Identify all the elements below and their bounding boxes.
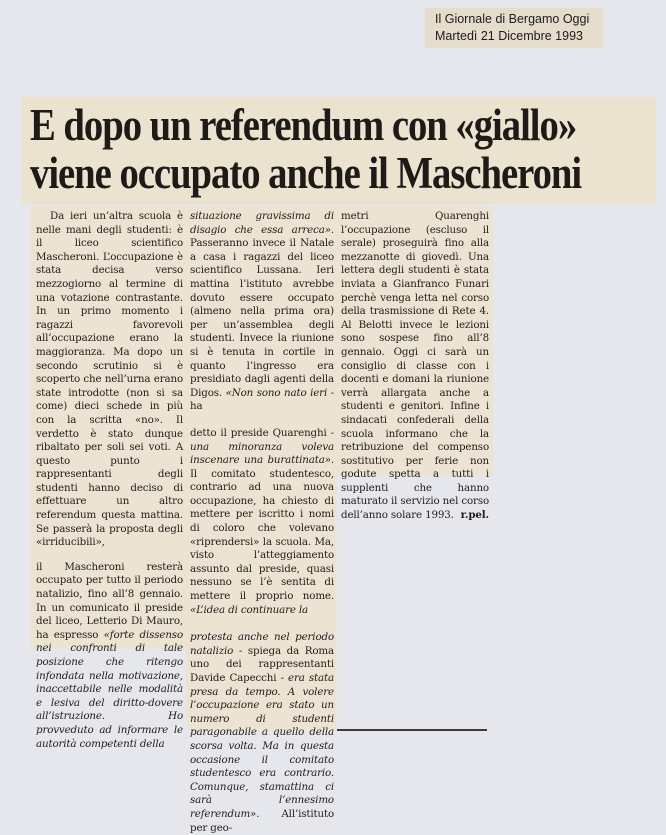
author-signature: r.pel.	[460, 509, 489, 522]
text: All’istituto per geo-	[190, 807, 334, 834]
quote-text: «L’idea di continuare la	[190, 603, 309, 616]
headline-line-2: viene occupato anche il Mascheroni	[30, 148, 582, 198]
text: - spiega da Roma uno dei rappresentanti Davide Capecchi	[190, 644, 334, 684]
text: Il comitato studentesco, contrario ad una nuova occupazione, ha chiesto di mettere per iscritto i nomi di coloro che volevano «riprendersi» la scuola. Ma, visto l’atteggiamento assunto dal preside, quasi nessuno se l’è sentita di mettere il proprio nome.	[190, 467, 334, 603]
quote-text: protesta anche nel periodo natalizio	[190, 631, 334, 657]
quote-text: situazione gravissima di disagio che essa arreca».	[190, 210, 334, 236]
article-column-3	[337, 206, 493, 522]
quote-text: - era stata presa da tempo. A volere l’occupazione era stato un numero di studenti paragonabile a quello della scorsa volta. Ma in questa occasione il comitato studentesco era contrario. Comunque, stamattina ci sarà l’ennesimo referendum».	[190, 672, 334, 820]
clipping-edge-shadow	[337, 729, 487, 731]
paragraph: Da ieri un’altra scuola è nelle mani degli studenti: è il liceo scientifico Mascheroni. L’occupazione è stata decisa verso mezzogiorno al termine di una votazione contrastante. In un primo momento i ragazzi favorevoli all’occupazione erano la maggioranza. Ma dopo un secondo scrutinio si è scoperto che nell’urna erano state introdotte (non si sa come) dieci schede in più con la scritta «no». Il verdetto è stato dunque ribaltato per soli sei voti. A questo punto i rappresentanti degli studenti hanno deciso di effettuare un altro referendum questa mattina. Se passerà la proposta degli «irriducibili»,	[36, 210, 183, 549]
article-column-1	[30, 206, 186, 750]
quote-text: - una minoranza voleva inscenare una burattinata».	[190, 426, 334, 467]
publication-date: Martedì 21 Dicembre 1993	[435, 29, 583, 43]
source-label	[425, 8, 603, 48]
quote-text: «forte dissenso nei confronti di tale posizione che ritengo infondata nella motivazione, inaccettabile nelle modalità e lesiva del diritto-dovere all’istruzione. Ho provveduto ad informare le autorità competenti della	[36, 628, 183, 750]
paragraph	[341, 210, 489, 523]
text: il Mascheroni resterà occupato per tutto il periodo natalizio, fino all’8 gennaio. In un comunicato il preside del liceo, Letterio Di Mauro, ha espresso	[36, 560, 183, 641]
newspaper-name: Il Giornale di Bergamo Oggi	[435, 12, 590, 26]
quote-text: «Non sono nato ieri	[225, 386, 328, 399]
text: Passeranno invece il Natale a casa i ragazzi del liceo scientifico Lussana. Ieri mattina l’istituto avrebbe dovuto essere occupato (almeno nella prima ora) per un’assemblea degli studenti. Invece la riunione si è tenuta in cortile in quanto l’ingresso era presidiato dagli agenti della Digos.	[190, 237, 334, 399]
article-column-2	[186, 206, 337, 834]
text: - ha	[190, 386, 335, 413]
text: detto il preside Quarenghi	[190, 426, 331, 439]
text: metri Quarenghi l’occupazione (escluso il serale) proseguirà fino alla mezzanotte di giovedì. Una lettera degli studenti è stata inviata a Gianfranco Funari perchè venga letta nel corso della trasmissione di Rete 4. Al Belotti invece le lezioni sono sospese fino all’8 gennaio. Oggi ci sarà un consiglio di classe con i docenti e domani la riunione verrà allargata anche a studenti e genitori. Infine i sindacati confederali della scuola informano che la retribuzione del compenso sostitutivo per ferie non godute spetta a tutti i supplenti che hanno maturato il servizio nel corso dell’anno solare 1993.	[341, 210, 489, 522]
headline	[22, 97, 656, 204]
paragraph	[36, 561, 183, 751]
headline-line-1: E dopo un referendum con «giallo»	[30, 100, 577, 150]
paragraph	[190, 631, 334, 835]
paragraph	[190, 427, 334, 617]
paragraph	[190, 210, 334, 414]
